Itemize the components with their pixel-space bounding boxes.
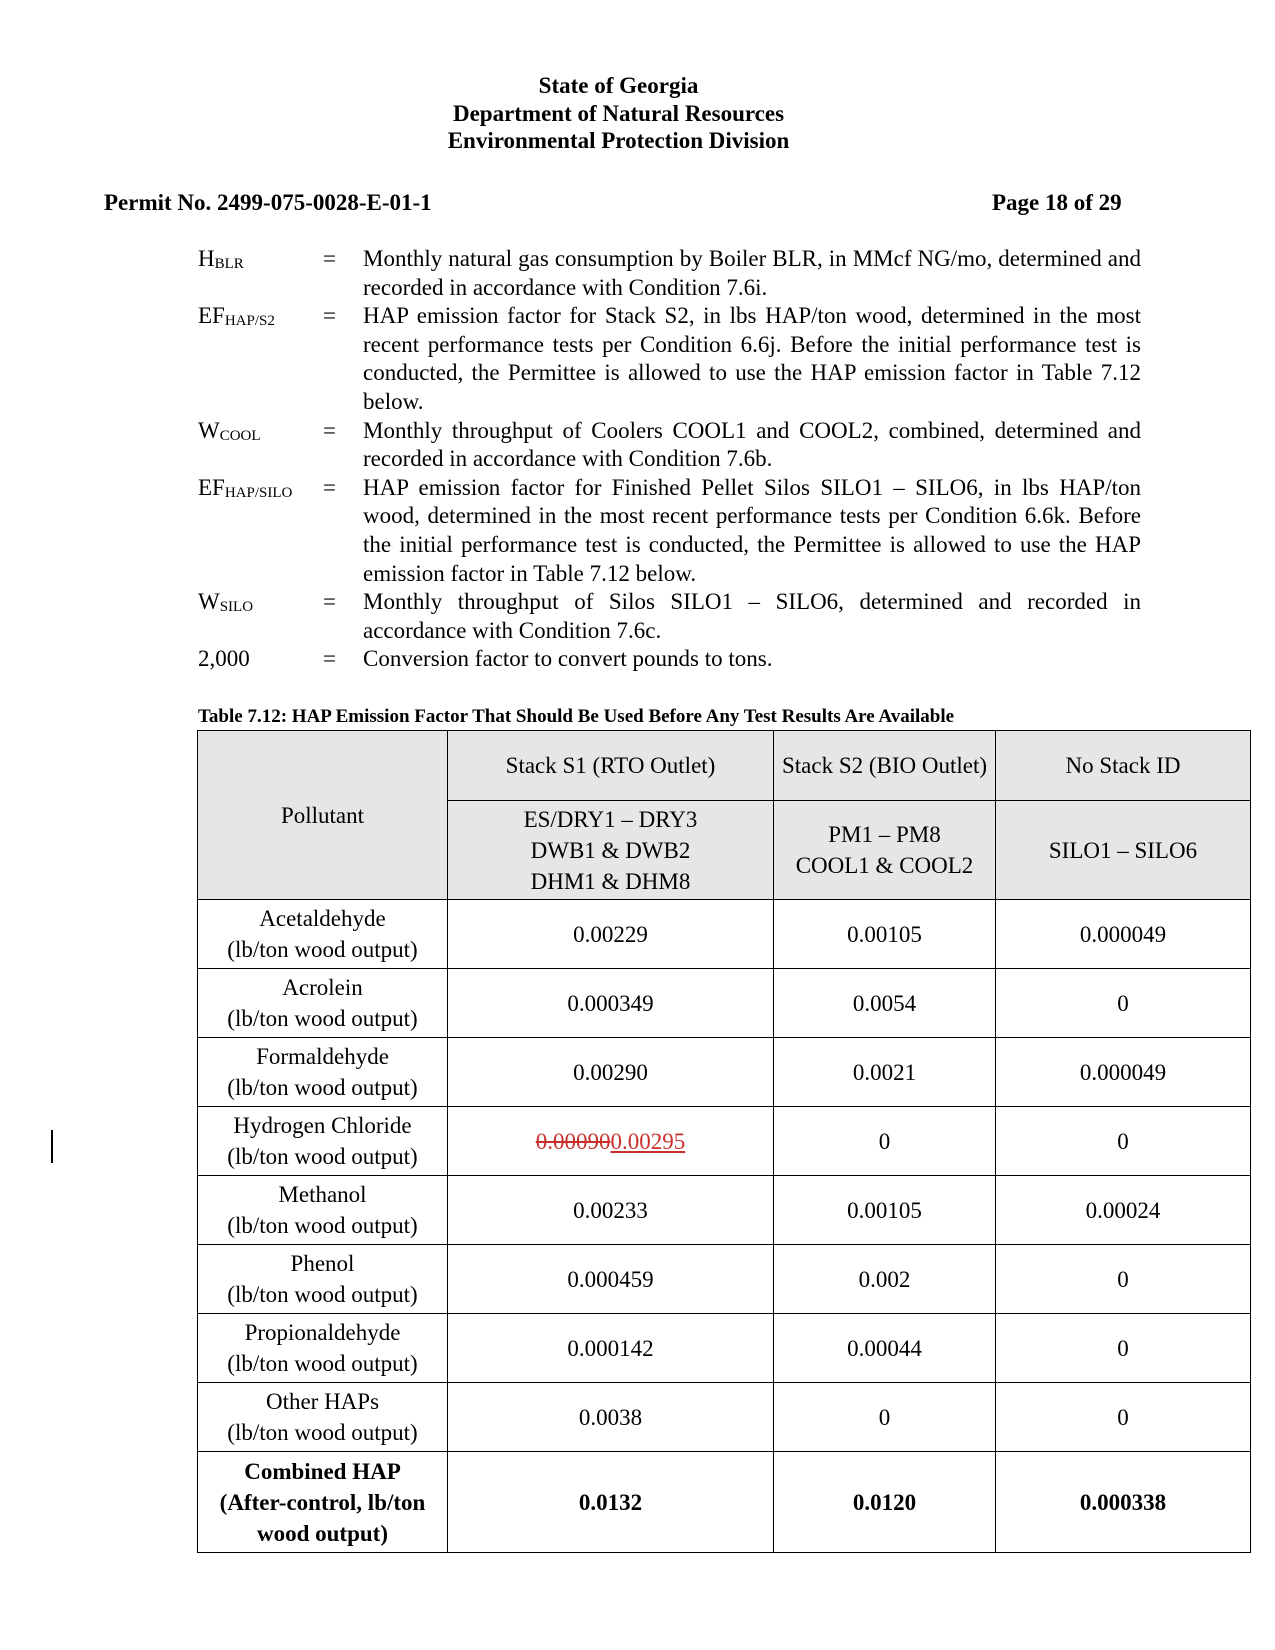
value-cell: 0.002 — [774, 1245, 996, 1314]
definition-text: HAP emission factor for Finished Pellet Silos SILO1 – SILO6, in lbs HAP/ton wood, determined in the most recent performance tests per Condition 6.6k. Before the initial performance test is conducted, the Permittee is allowed to use the HAP emission factor in Table 7.12 below. — [363, 474, 1141, 586]
table-row — [198, 1176, 1251, 1245]
table-row — [198, 1107, 1251, 1176]
value-cell: 0 — [996, 1314, 1251, 1383]
table-total-row — [198, 1452, 1251, 1553]
value-cell: 0 — [774, 1107, 996, 1176]
value-cell: 0.00229 — [448, 900, 774, 969]
value-cell: 0 — [774, 1383, 996, 1452]
total-value-cell: 0.000338 — [996, 1452, 1251, 1553]
definition-row — [198, 474, 1141, 588]
definition-text: Conversion factor to convert pounds to tons. — [363, 646, 773, 672]
equals-sign: = — [323, 474, 336, 500]
table-row — [198, 1314, 1251, 1383]
combined-hap-label: Combined HAP (After-control, lb/ton wood output) — [198, 1452, 448, 1553]
source-header: SILO1 – SILO6 — [996, 801, 1251, 900]
definition-symbol: $H_{BLR}$ — [198, 246, 244, 272]
pollutant-cell: Methanol (lb/ton wood output) — [198, 1176, 448, 1245]
table-row — [198, 969, 1251, 1038]
total-value-cell: 0.0132 — [448, 1452, 774, 1553]
stack-header: Stack S1 (RTO Outlet) — [448, 731, 774, 801]
pollutant-header: Pollutant — [198, 731, 448, 900]
definition-text: HAP emission factor for Stack S2, in lbs HAP/ton wood, determined in the most recent performance tests per Condition 6.6j. Before the initial performance test is conducted, the Permittee is allowed to use the HAP emission factor in Table 7.12 below. — [363, 303, 1141, 414]
value-cell: 0.000459 — [448, 1245, 774, 1314]
deleted-value: 0.00090 — [535, 1128, 611, 1154]
total-value-cell: 0.0120 — [774, 1452, 996, 1553]
value-cell: 0 — [996, 969, 1251, 1038]
value-cell: 0.00105 — [774, 900, 996, 969]
permit-number: Permit No. 2499-075-0028-E-01-1 — [104, 190, 432, 215]
pollutant-cell: Phenol (lb/ton wood output) — [198, 1245, 448, 1314]
page-number: Page 18 of 29 — [992, 190, 1122, 215]
table-row — [198, 1245, 1251, 1314]
definition-symbol: 2,000 — [198, 646, 250, 672]
header-division: Environmental Protection Division — [447, 128, 790, 153]
definition-row — [198, 588, 1141, 645]
stack-header: No Stack ID — [996, 731, 1251, 801]
inserted-value: 0.00295 — [610, 1128, 686, 1154]
definition-row — [198, 245, 1141, 302]
equals-sign: = — [323, 646, 336, 672]
value-cell: 0.00044 — [774, 1314, 996, 1383]
value-cell: 0.000049 — [996, 900, 1251, 969]
pollutant-cell: Hydrogen Chloride (lb/ton wood output) — [198, 1107, 448, 1176]
definition-text: Monthly natural gas consumption by Boiler BLR, in MMcf NG/mo, determined and recorded in accordance with Condition 7.6i. — [363, 246, 1141, 300]
value-cell: 0.0021 — [774, 1038, 996, 1107]
value-cell: 0.000349 — [448, 969, 774, 1038]
definition-row — [198, 417, 1141, 474]
value-cell: 0.000049 — [996, 1038, 1251, 1107]
value-cell: 0 — [996, 1383, 1251, 1452]
value-cell: 0.00024 — [996, 1176, 1251, 1245]
value-cell: 0.00233 — [448, 1176, 774, 1245]
table-row — [198, 1038, 1251, 1107]
value-cell: 0.000142 — [448, 1314, 774, 1383]
variable-definitions — [198, 245, 1141, 674]
document-header — [0, 72, 1237, 155]
definition-symbol: $EF_{HAP/S2}$ — [198, 303, 275, 330]
pollutant-cell: Acetaldehyde (lb/ton wood output) — [198, 900, 448, 969]
equals-sign: = — [323, 246, 336, 271]
definition-text: Monthly throughput of Coolers COOL1 and COOL2, combined, determined and recorded in accordance with Condition 7.6b. — [363, 417, 1141, 472]
header-department: Department of Natural Resources — [452, 100, 785, 126]
definition-symbol: $W_{COOL}$ — [198, 417, 261, 444]
table-row — [198, 900, 1251, 969]
revision-change-bar — [51, 1130, 53, 1163]
value-cell: 0.0054 — [774, 969, 996, 1038]
value-cell: 0.0038 — [448, 1383, 774, 1452]
table-row — [198, 1383, 1251, 1452]
definition-row — [198, 645, 1141, 674]
hap-emission-factor-table — [197, 730, 1251, 1553]
pollutant-cell: Propionaldehyde (lb/ton wood output) — [198, 1314, 448, 1383]
equals-sign: = — [323, 417, 336, 443]
definition-symbol: $EF_{HAP/SILO}$ — [198, 474, 293, 501]
pollutant-cell: Formaldehyde (lb/ton wood output) — [198, 1038, 448, 1107]
equals-sign: = — [323, 589, 336, 615]
definition-row — [198, 302, 1141, 416]
table-header-row — [198, 731, 1251, 801]
source-header: PM1 – PM8 COOL1 & COOL2 — [774, 801, 996, 900]
value-cell: 0.00290 — [448, 1038, 774, 1107]
value-cell: 0 — [996, 1245, 1251, 1314]
definition-symbol: $W_{SILO}$ — [198, 589, 254, 616]
equals-sign: = — [323, 303, 336, 329]
header-state: State of Georgia — [538, 73, 699, 98]
value-cell: 0.00105 — [774, 1176, 996, 1245]
source-header: ES/DRY1 – DRY3 DWB1 & DWB2 DHM1 & DHM8 — [448, 801, 774, 900]
pollutant-cell: Acrolein (lb/ton wood output) — [198, 969, 448, 1038]
value-cell: 0 — [996, 1107, 1251, 1176]
pollutant-cell: Other HAPs (lb/ton wood output) — [198, 1383, 448, 1452]
table-caption: Table 7.12: HAP Emission Factor That Should Be Used Before Any Test Results Are Available — [198, 706, 955, 727]
value-cell-tracked-change — [448, 1107, 774, 1176]
stack-header: Stack S2 (BIO Outlet) — [774, 731, 996, 801]
definition-text: Monthly throughput of Silos SILO1 – SILO6, determined and recorded in accordance with Condition 7.6c. — [363, 589, 1141, 643]
